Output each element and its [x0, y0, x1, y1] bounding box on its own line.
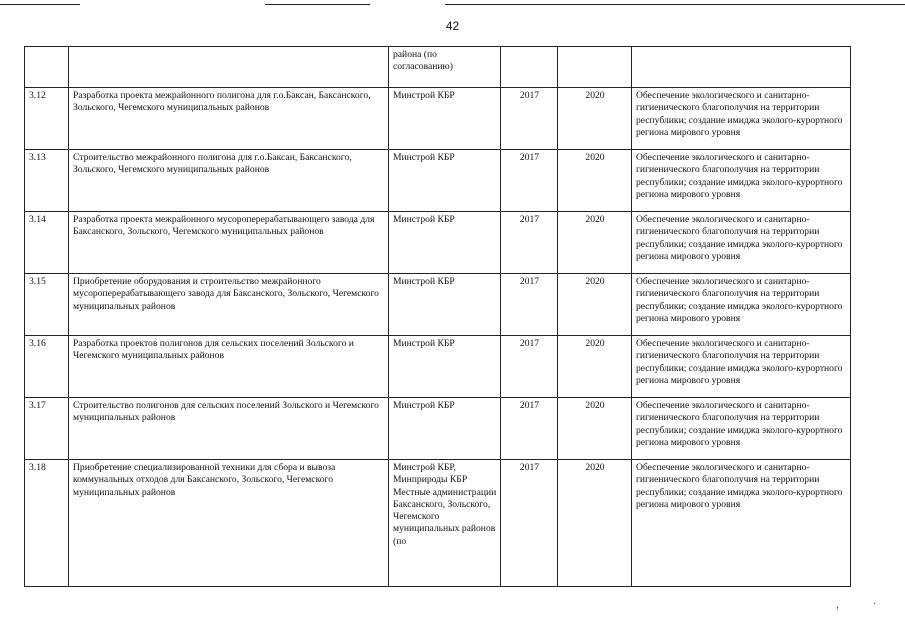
cell-num: 3.17: [25, 398, 69, 460]
cell-end-year: 2020: [558, 212, 632, 274]
cell-executor: Минстрой КБР, Минприроды КБР Местные администрации Баксанского, Зольского, Чегемского муниципальных районов (по: [389, 460, 501, 587]
page-number: 42: [445, 19, 460, 33]
cell-end-year: 2020: [558, 336, 632, 398]
cell-name: Разработка проектов полигонов для сельских поселений Зольского и Чегемского муниципальных районов: [69, 336, 389, 398]
cell-executor: Минстрой КБР: [389, 212, 501, 274]
cell-start-year: 2017: [501, 336, 558, 398]
cell-executor: Минстрой КБР: [389, 398, 501, 460]
table-row: [25, 150, 851, 212]
cell-result: Обеспечение экологического и санитарно-гигиенического благополучия на территории республики; создание имиджа эколого-курортного региона мирового уровня: [632, 274, 851, 336]
cell-name: Разработка проекта межрайонного полигона для г.о.Баксан, Баксанского, Зольского, Чегемского муниципальных районов: [69, 88, 389, 150]
cell-num: [25, 47, 69, 88]
cell-name: Приобретение оборудования и строительство межрайонного мусороперерабатывающего завода для Баксанского, Зольского, Чегемского муниципальных районов: [69, 274, 389, 336]
cell-num: 3.15: [25, 274, 69, 336]
cell-end-year: 2020: [558, 398, 632, 460]
cell-name: Строительство полигонов для сельских поселений Зольского и Чегемского муниципальных районов: [69, 398, 389, 460]
cell-name: Разработка проекта межрайонного мусороперерабатывающего завода для Баксанского, Зольского, Чегемского муниципальных районов: [69, 212, 389, 274]
cell-result: Обеспечение экологического и санитарно-гигиенического благополучия на территории республики; создание имиджа эколого-курортного региона мирового уровня: [632, 460, 851, 587]
cell-end-year: 2020: [558, 274, 632, 336]
table-row: [25, 336, 851, 398]
cell-start-year: 2017: [501, 274, 558, 336]
cell-start-year: 2017: [501, 212, 558, 274]
cell-result: Обеспечение экологического и санитарно-гигиенического благополучия на территории республики; создание имиджа эколого-курортного региона мирового уровня: [632, 150, 851, 212]
scan-speck-mark: ·: [873, 598, 877, 609]
cell-name: [69, 47, 389, 88]
cell-result: Обеспечение экологического и санитарно-гигиенического благополучия на территории республики; создание имиджа эколого-курортного региона мирового уровня: [632, 212, 851, 274]
cell-start-year: [501, 47, 558, 88]
cell-executor: Минстрой КБР: [389, 336, 501, 398]
activities-table: [24, 46, 851, 587]
scan-top-line-left: [0, 4, 80, 5]
scan-top-line-right: [445, 4, 905, 5]
cell-executor: Минстрой КБР: [389, 88, 501, 150]
cell-num: 3.12: [25, 88, 69, 150]
cell-num: 3.14: [25, 212, 69, 274]
cell-start-year: 2017: [501, 88, 558, 150]
cell-executor: Минстрой КБР: [389, 274, 501, 336]
cell-name: Строительство межрайонного полигона для г.о.Баксан, Баксанского, Зольского, Чегемского муниципальных районов: [69, 150, 389, 212]
cell-end-year: 2020: [558, 88, 632, 150]
cell-result: Обеспечение экологического и санитарно-гигиенического благополучия на территории республики; создание имиджа эколого-курортного региона мирового уровня: [632, 398, 851, 460]
table-row-continued: [25, 47, 851, 88]
cell-name: Приобретение специализированной техники для сбора и вывоза коммунальных отходов для Баксанского, Зольского, Чегемского муниципальных районов: [69, 460, 389, 587]
scan-speck-mark: ,: [836, 600, 839, 611]
cell-num: 3.18: [25, 460, 69, 587]
scan-top-line-middle: [265, 4, 370, 5]
cell-end-year: [558, 47, 632, 88]
table-row: [25, 88, 851, 150]
cell-start-year: 2017: [501, 460, 558, 587]
cell-executor: района (по согласованию): [389, 47, 501, 88]
cell-num: 3.16: [25, 336, 69, 398]
cell-result: Обеспечение экологического и санитарно-гигиенического благополучия на территории республики; создание имиджа эколого-курортного региона мирового уровня: [632, 88, 851, 150]
table-row: [25, 212, 851, 274]
cell-start-year: 2017: [501, 398, 558, 460]
cell-end-year: 2020: [558, 460, 632, 587]
cell-end-year: 2020: [558, 150, 632, 212]
cell-result: Обеспечение экологического и санитарно-гигиенического благополучия на территории республики; создание имиджа эколого-курортного региона мирового уровня: [632, 336, 851, 398]
cell-num: 3.13: [25, 150, 69, 212]
cell-executor: Минстрой КБР: [389, 150, 501, 212]
cell-start-year: 2017: [501, 150, 558, 212]
table-row: [25, 398, 851, 460]
table-row: [25, 460, 851, 587]
cell-result: [632, 47, 851, 88]
table-row: [25, 274, 851, 336]
